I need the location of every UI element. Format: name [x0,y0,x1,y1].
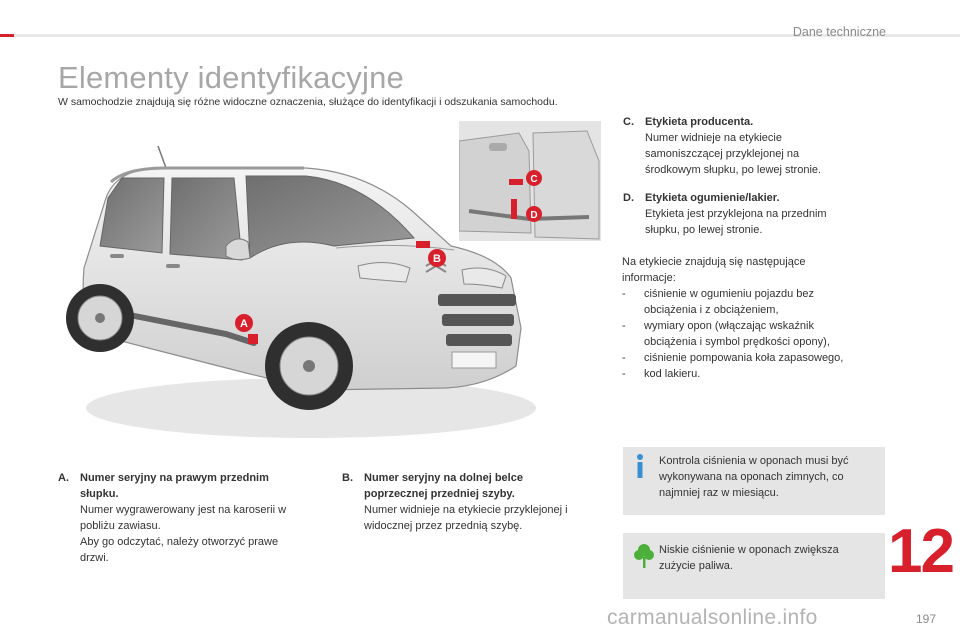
item-a-heading-2: słupku. [80,488,119,500]
label-info-intro-1: Na etykiecie znajdują się następujące [622,256,806,268]
item-a-line-2: pobliżu zawiasu. [80,520,161,532]
list-item: - wymiary opon (włączając wskaźnik obciążenia i symbol prędkości opony), [622,320,830,348]
item-c-line-1: Numer widnieje na etykiecie [645,132,782,144]
item-c [623,114,883,178]
list-item: - ciśnienie w ogumieniu pojazdu bez obciążenia i z obciążeniem, [622,288,814,316]
item-d-line-1: Etykieta jest przyklejona na przednim [645,208,827,220]
item-a-heading-1: Numer seryjny na prawym przednim [80,472,269,484]
item-d-letter: D. [623,192,634,204]
list-item: - ciśnienie pompowania koła zapasowego, [622,352,844,364]
watermark: carmanualsonline.info [607,606,818,629]
item-a-line-3: Aby go odczytać, należy otworzyć prawe [80,536,279,548]
chapter-number: 12 [888,517,953,586]
item-a-line-1: Numer wygrawerowany jest na karoserii w [80,504,287,516]
page-number: 197 [915,612,936,626]
leaf-icon [634,543,654,574]
info-note [623,447,885,515]
item-c-line-2: samoniszczącej przyklejonej na [645,148,800,160]
item-a [58,470,328,566]
eco-note [623,533,885,599]
item-c-letter: C. [623,116,634,128]
callout-b: B [433,253,441,265]
item-d-line-2: słupku, po lewej stronie. [645,224,763,236]
item-b-line-1: Numer widnieje na etykiecie przyklejonej i [364,504,568,516]
callout-a: A [240,318,248,330]
eco-note-text: Niskie ciśnienie w oponach zwiększa zużycie paliwa. [659,544,839,572]
item-c-heading: Etykieta producenta. [645,116,754,128]
callout-c: C [530,174,538,185]
item-b [342,470,612,534]
page-title: Elementy identyfikacyjne [58,60,404,95]
label-info-intro-2: informacje: [622,272,676,284]
item-c-line-3: środkowym słupku, po lewej stronie. [645,164,822,176]
door-pillar-detail-illustration [459,121,601,241]
label-info [622,254,872,382]
item-b-heading-2: poprzecznej przedniej szyby. [364,488,515,500]
page-subtitle: W samochodzie znajdują się różne widoczne oznaczenia, służące do identyfikacji i odszukania samochodu. [58,96,558,108]
item-a-letter: A. [58,472,69,484]
item-b-line-2: widocznej przez przednią szybę. [364,520,523,532]
item-b-letter: B. [342,472,353,484]
info-note-text: Kontrola ciśnienia w oponach musi być wykonywana na oponach zimnych, co najmniej raz w miesiącu. [659,455,849,499]
item-d-heading: Etykieta ogumienie/lakier. [645,192,780,204]
info-icon [634,453,646,484]
item-b-heading-1: Numer seryjny na dolnej belce [364,472,523,484]
item-a-line-4: drzwi. [80,552,109,564]
section-header: Dane techniczne [792,25,886,39]
callout-d: D [530,210,538,221]
list-item: - kod lakieru. [622,368,701,380]
item-d [623,190,883,238]
